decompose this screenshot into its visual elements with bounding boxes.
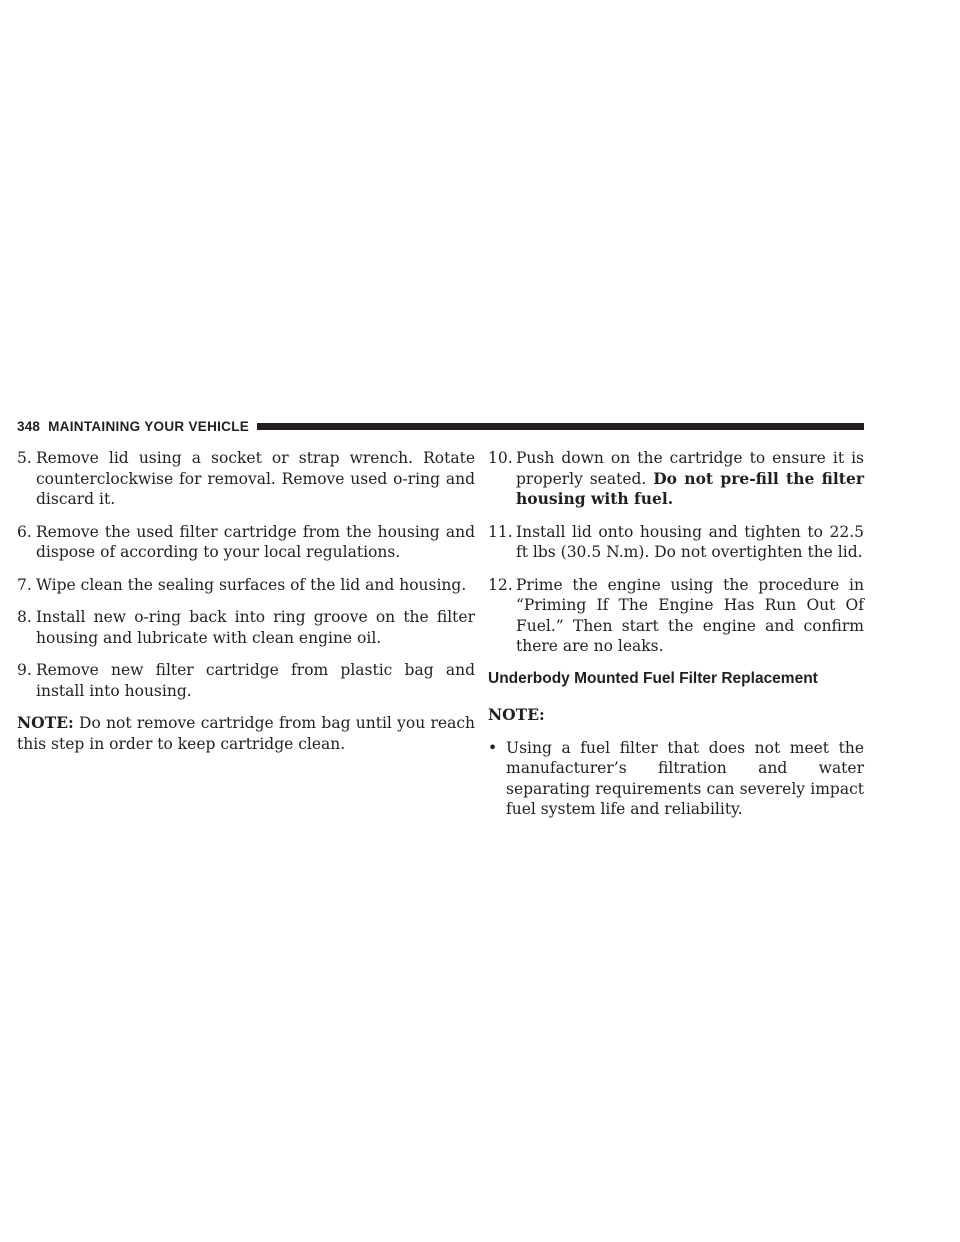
subheading: Underbody Mounted Fuel Filter Replacement [488,669,818,687]
step-text: Install new o-ring back into ring groove on the filter housing and lubricate with clean engine oil. [36,608,475,647]
note-text: Do not remove cartridge from bag until you reach this step in order to keep cartridge clean. [17,714,475,753]
step-text: Remove the used filter cartridge from the housing and dispose of according to your local regulations. [36,522,475,561]
note-label: NOTE: [488,705,545,724]
section-title: MAINTAINING YOUR VEHICLE [48,418,250,434]
step-text [516,448,864,510]
page-header [17,417,864,435]
step-text: Wipe clean the sealing surfaces of the lid and housing. [36,575,467,594]
header-rule [257,423,864,430]
step-9 [17,660,475,701]
bullet-text: Using a fuel filter that does not meet the manufacturer’s filtration and water separating requirements can severely impact fuel system life and reliability. [506,738,864,818]
step-8 [17,607,475,648]
note-label: NOTE: [17,713,74,732]
step-number: 5. [17,449,32,467]
step-number: 12. [488,575,513,594]
step-text: Prime the engine using the procedure in “Priming If The Engine Has Run Out Of Fuel.” Then start the engine and confirm there are no leaks. [516,575,864,655]
step-text-bold: Do not pre-fill the filter housing with fuel. [516,468,864,508]
step-number: 6. [17,522,32,541]
step-12 [488,575,864,657]
step-number: 9. [17,661,32,679]
step-number: 8. [17,608,32,626]
bullet-icon: • [488,738,498,757]
step-7 [17,575,475,596]
page-number: 348 [17,418,41,434]
step-text: Install lid onto housing and tighten to 22.5 ft lbs (30.5 N.m). Do not overtighten the lid. [516,522,864,561]
step-text: Remove lid using a socket or strap wrench. Rotate counterclockwise for removal. Remove used o-ring and discard it. [36,449,475,508]
left-column [17,448,475,754]
step-6 [17,522,475,563]
step-11 [488,522,864,563]
step-text-regular: Push down on the cartridge to ensure it is properly seated. [516,449,864,488]
step-text: Remove new filter cartridge from plastic bag and install into housing. [36,661,475,700]
step-number: 7. [17,575,32,594]
note-paragraph [17,713,475,754]
step-number: 10. [488,449,513,467]
step-number: 11. [488,522,513,541]
bullet-item [488,738,864,820]
right-column [488,448,864,820]
step-10 [488,448,864,510]
step-5 [17,448,475,510]
